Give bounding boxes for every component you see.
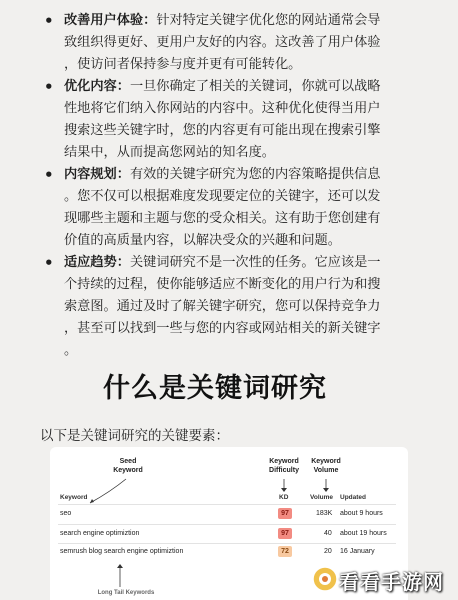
watermark-text: 看看手游网	[339, 570, 444, 594]
bullet-line: ，使访问者保持参与度并更有可能转化。	[64, 57, 302, 72]
kd-badge: 97	[278, 508, 292, 519]
row-updated: 16 January	[340, 548, 375, 555]
bullet-line: 关键词研究不是一次性的任务。它应该是一	[129, 255, 381, 270]
bullet-dot-icon: •	[44, 166, 54, 184]
longtail-arrow-head	[117, 564, 123, 568]
bullet-item	[44, 10, 436, 76]
bullet-line: 个持续的过程，使你能够适应不断变化的用户行为和搜	[64, 277, 381, 292]
column-header-keyword: Keyword	[60, 494, 88, 501]
bullet-item	[44, 252, 436, 362]
row-updated: about 9 hours	[340, 510, 383, 517]
kd-badge: 72	[278, 546, 292, 557]
section-intro: 以下是关键词研究的关键要素：	[40, 428, 229, 444]
bullet-line: 搜索这些关键字时，您的内容更有可能出现在搜索引擎	[64, 123, 381, 138]
bullet-text	[64, 10, 436, 76]
bullet-keyword: 优化内容：	[64, 79, 130, 94]
bullet-line: 一旦你确定了相关的关键词，你就可以战略	[129, 79, 381, 94]
row-volume: 20	[324, 548, 332, 555]
bullet-line: 针对特定关键字优化您的网站通常会导	[156, 13, 381, 28]
bullet-line: 。	[64, 343, 78, 358]
section-heading: 什么是关键词研究	[103, 373, 327, 404]
bullet-line: 性地将它们纳入你网站的内容中。这种优化使得当用户	[64, 101, 381, 116]
bullet-item	[44, 76, 436, 164]
bullet-dot-icon: •	[44, 12, 54, 30]
row-divider	[58, 524, 396, 525]
row-keyword: seo	[60, 510, 72, 517]
difficulty-arrow-head	[281, 488, 287, 492]
bullet-dot-icon: •	[44, 78, 54, 96]
bullet-list	[44, 10, 436, 362]
seed-keyword-label: Seed Keyword	[113, 458, 143, 474]
row-keyword: search engine optimiztion	[60, 530, 140, 537]
bullet-keyword: 适应趋势：	[64, 255, 130, 270]
kd-badge: 97	[278, 528, 292, 539]
bullet-text	[64, 76, 436, 164]
bullet-text	[64, 164, 436, 252]
bullet-line: 结果中，从而提高您网站的知名度。	[64, 145, 275, 160]
bullet-item	[44, 164, 436, 252]
bullet-text	[64, 252, 436, 362]
seed-arrow	[90, 479, 126, 503]
column-header-volume: Volume	[310, 494, 333, 501]
bullet-line: 索意图。通过及时了解关键字研究，您可以保持竞争力	[64, 299, 381, 314]
long-tail-keywords-label: Long Tail Keywords	[97, 590, 155, 596]
bullet-keyword: 内容规划：	[64, 167, 130, 182]
bullet-line: 现哪些主题和主题与您的受众相关。这有助于您创建有	[64, 211, 381, 226]
row-divider	[58, 543, 396, 544]
keyword-difficulty-label: Keyword Difficulty	[269, 458, 299, 474]
bullet-line: ，甚至可以找到一些与您的内容或网站相关的新关键字	[64, 321, 381, 336]
column-header-kd: KD	[279, 494, 289, 501]
bullet-line: 有效的关键字研究为您的内容策略提供信息	[129, 167, 381, 182]
row-volume: 40	[324, 530, 332, 537]
row-updated: about 19 hours	[340, 530, 387, 537]
row-volume: 183K	[316, 510, 333, 517]
keyword-volume-label: Keyword Volume	[311, 458, 341, 474]
volume-arrow-head	[323, 488, 329, 492]
bullet-line: 价值的高质量内容，以解决受众的兴趣和问题。	[64, 233, 341, 248]
header-divider	[58, 504, 396, 505]
watermark-logo-icon	[312, 566, 338, 592]
bullet-dot-icon: •	[44, 254, 54, 272]
row-keyword: semrush blog search engine optimiztion	[60, 548, 184, 555]
bullet-line: 。您不仅可以根据难度发现要定位的关键字，还可以发	[64, 189, 381, 204]
bullet-line: 致组织得更好、更用户友好的内容。这改善了用户体验	[64, 35, 381, 50]
column-header-updated: Updated	[340, 494, 366, 501]
bullet-keyword: 改善用户体验：	[64, 13, 157, 28]
